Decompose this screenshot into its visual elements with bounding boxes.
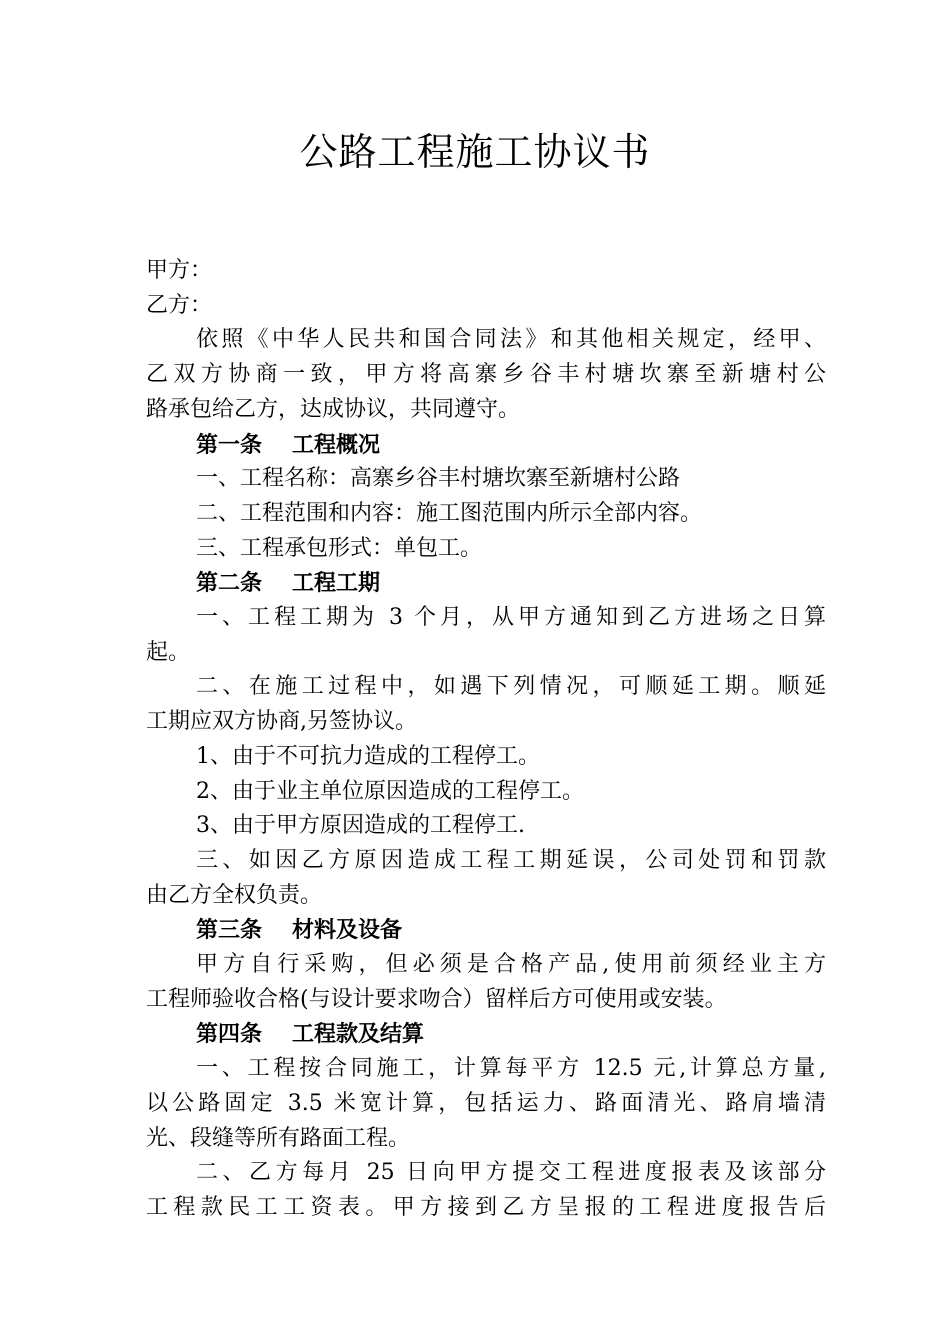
article-2-item-1-line-1: 一、工程工期为 3 个月，从甲方通知到乙方进场之日算 — [196, 605, 826, 631]
party-a-label: 甲方： — [146, 258, 213, 283]
article-2-number: 第二条 — [196, 570, 263, 597]
article-3-title: 材料及设备 — [292, 917, 403, 944]
article-4-item-1-line-2: 以公路固定 3.5 米宽计算，包括运力、路面清光、路肩墙清 — [146, 1090, 826, 1116]
article-4-item-2-line-1: 二、乙方每月 25 日向甲方提交工程进度报表及该部分 — [196, 1160, 826, 1186]
intro-line-1: 依照《中华人民共和国合同法》和其他相关规定，经甲、 — [196, 327, 826, 353]
article-1-title: 工程概况 — [292, 431, 381, 458]
article-4-heading — [146, 1017, 826, 1052]
article-3-heading — [146, 913, 826, 948]
article-3-number: 第三条 — [196, 917, 263, 944]
article-2-sub-2: 2、由于业主单位原因造成的工程停工。 — [196, 778, 584, 804]
article-4-item-1-line-3: 光、段缝等所有路面工程。 — [146, 1125, 411, 1151]
article-2-sub-3: 3、由于甲方原因造成的工程停工. — [196, 813, 525, 839]
article-4-number: 第四条 — [196, 1021, 263, 1048]
article-2-item-3-line-1: 三、如因乙方原因造成工程工期延误，公司处罚和罚款 — [196, 847, 826, 873]
article-2-item-3-line-2: 由乙方全权负责。 — [146, 882, 323, 908]
article-1-item-1: 一、工程名称：高寨乡谷丰村塘坎寨至新塘村公路 — [196, 466, 681, 492]
intro-line-2: 乙双方协商一致，甲方将高寨乡谷丰村塘坎寨至新塘村公 — [146, 362, 826, 388]
article-1-item-3: 三、工程承包形式：单包工。 — [196, 535, 483, 561]
article-4-item-2-line-2: 工程款民工工资表。甲方接到乙方呈报的工程进度报告后 — [146, 1194, 826, 1220]
document-title: 公路工程施工协议书 — [299, 130, 651, 174]
article-1-item-2: 二、工程范围和内容：施工图范围内所示全部内容。 — [196, 500, 703, 526]
article-2-item-2-line-2: 工期应双方协商,另签协议。 — [146, 709, 417, 735]
party-b-label: 乙方： — [146, 292, 213, 318]
article-4-title: 工程款及结算 — [292, 1021, 425, 1048]
article-1-heading — [146, 428, 826, 463]
article-1-number: 第一条 — [196, 431, 263, 458]
article-3-line-1: 甲方自行采购，但必须是合格产品,使用前须经业主方 — [196, 952, 826, 978]
article-2-sub-1: 1、由于不可抗力造成的工程停工。 — [196, 743, 540, 769]
article-4-item-1-line-1: 一、工程按合同施工，计算每平方 12.5 元,计算总方量, — [196, 1056, 826, 1082]
article-2-item-2-line-1: 二、在施工过程中，如遇下列情况，可顺延工期。顺延 — [196, 674, 826, 700]
article-2-heading — [146, 566, 826, 601]
article-3-line-2: 工程师验收合格(与设计要求吻合）留样后方可使用或安装。 — [146, 986, 727, 1012]
document-body — [146, 254, 826, 1226]
article-2-title: 工程工期 — [292, 570, 381, 597]
article-2-item-1-line-2: 起。 — [146, 639, 191, 665]
intro-line-3: 路承包给乙方，达成协议，共同遵守。 — [146, 396, 521, 422]
